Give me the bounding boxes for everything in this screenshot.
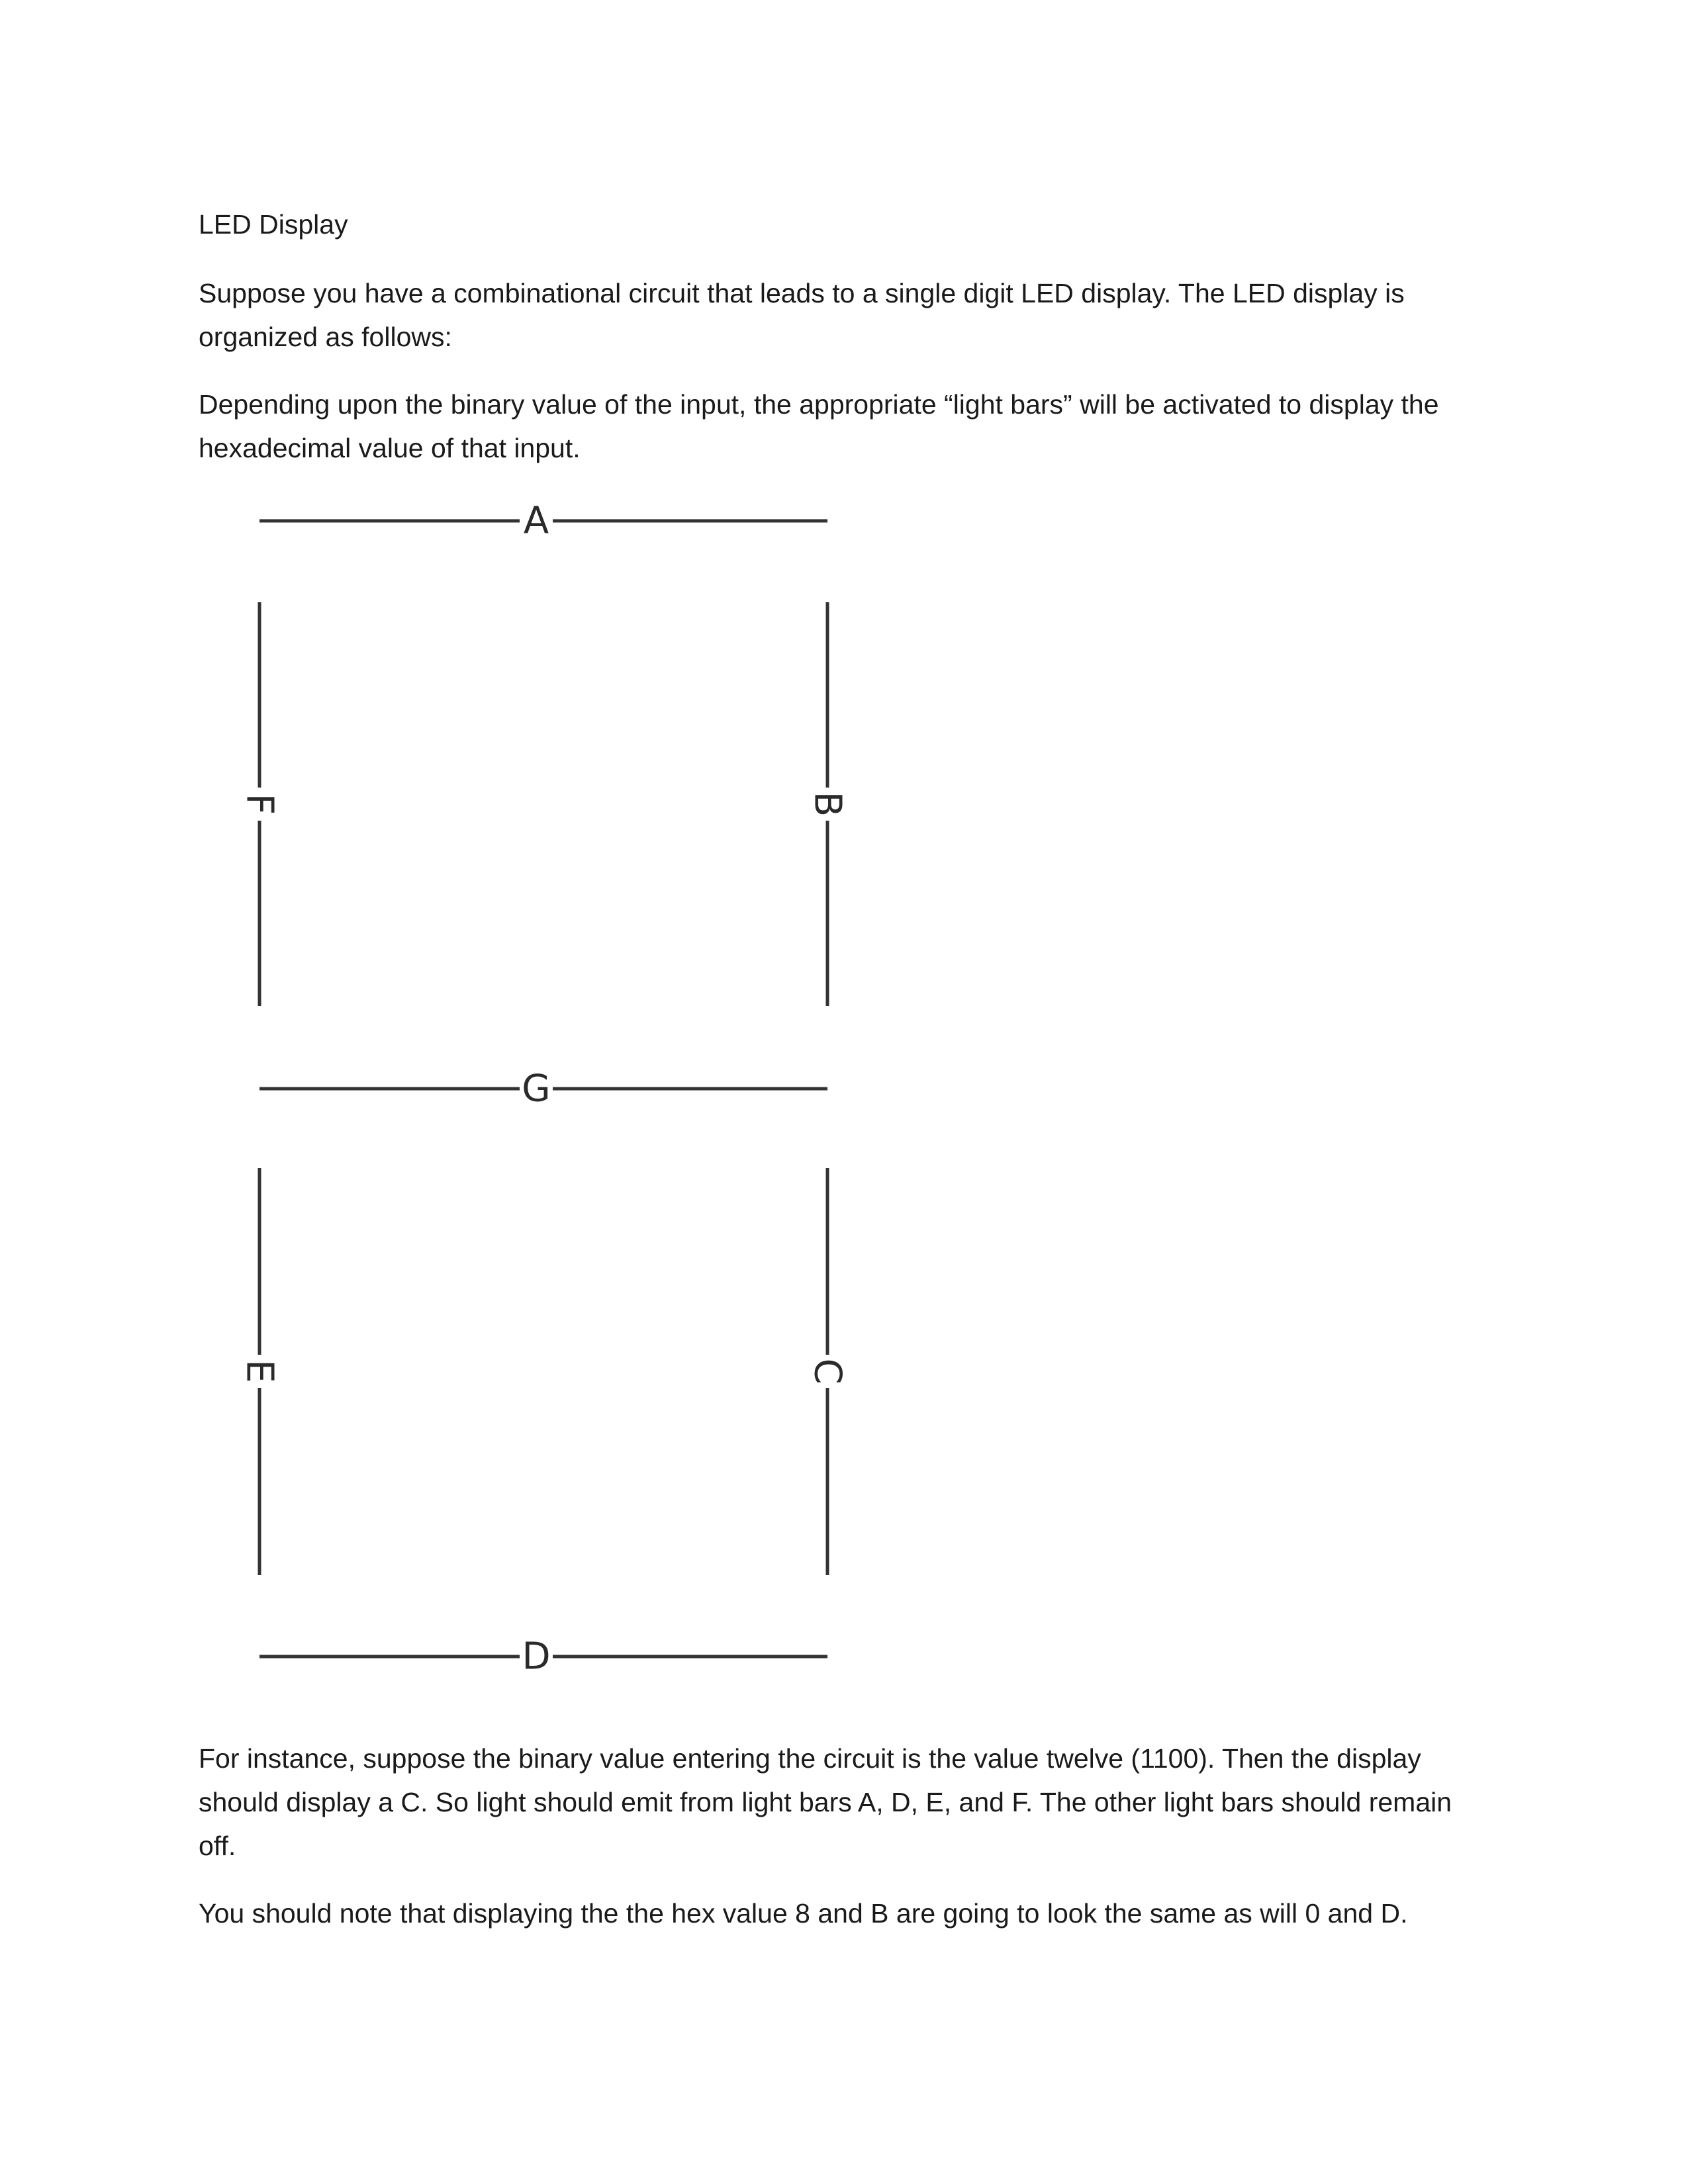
segment-d-label: D — [522, 1635, 551, 1678]
segment-f-label: F — [238, 793, 281, 815]
intro-paragraph: Suppose you have a combinational circuit that leads to a single digit LED display. The LED display is organized as follows: — [199, 278, 1405, 352]
example-paragraph: For instance, suppose the binary value entering the circuit is the value twelve (1100). Then the display should display a C. So light should emit from light bars A, D, E, and F. The other light bars should remain off. — [199, 1743, 1452, 1861]
page-title: LED Display — [199, 209, 348, 240]
segment-g — [259, 1068, 827, 1111]
seven-segment-diagram — [218, 490, 867, 1681]
note-paragraph: You should note that displaying the the hex value 8 and B are going to look the same as will 0 and D. — [199, 1898, 1408, 1929]
segment-c — [806, 1168, 849, 1575]
segment-f — [238, 602, 281, 1006]
segment-e — [238, 1168, 281, 1575]
segment-b-label: B — [806, 791, 849, 817]
segment-e-label: E — [238, 1359, 281, 1383]
segment-a-label: A — [523, 499, 549, 543]
segment-b — [806, 602, 849, 1006]
segment-a — [259, 500, 827, 543]
description-paragraph: Depending upon the binary value of the input, the appropriate “light bars” will be activated to display the hexadecimal value of that input. — [199, 389, 1439, 463]
segment-g-label: G — [522, 1067, 551, 1111]
segment-d — [259, 1635, 827, 1678]
segment-c-label: C — [806, 1358, 849, 1385]
